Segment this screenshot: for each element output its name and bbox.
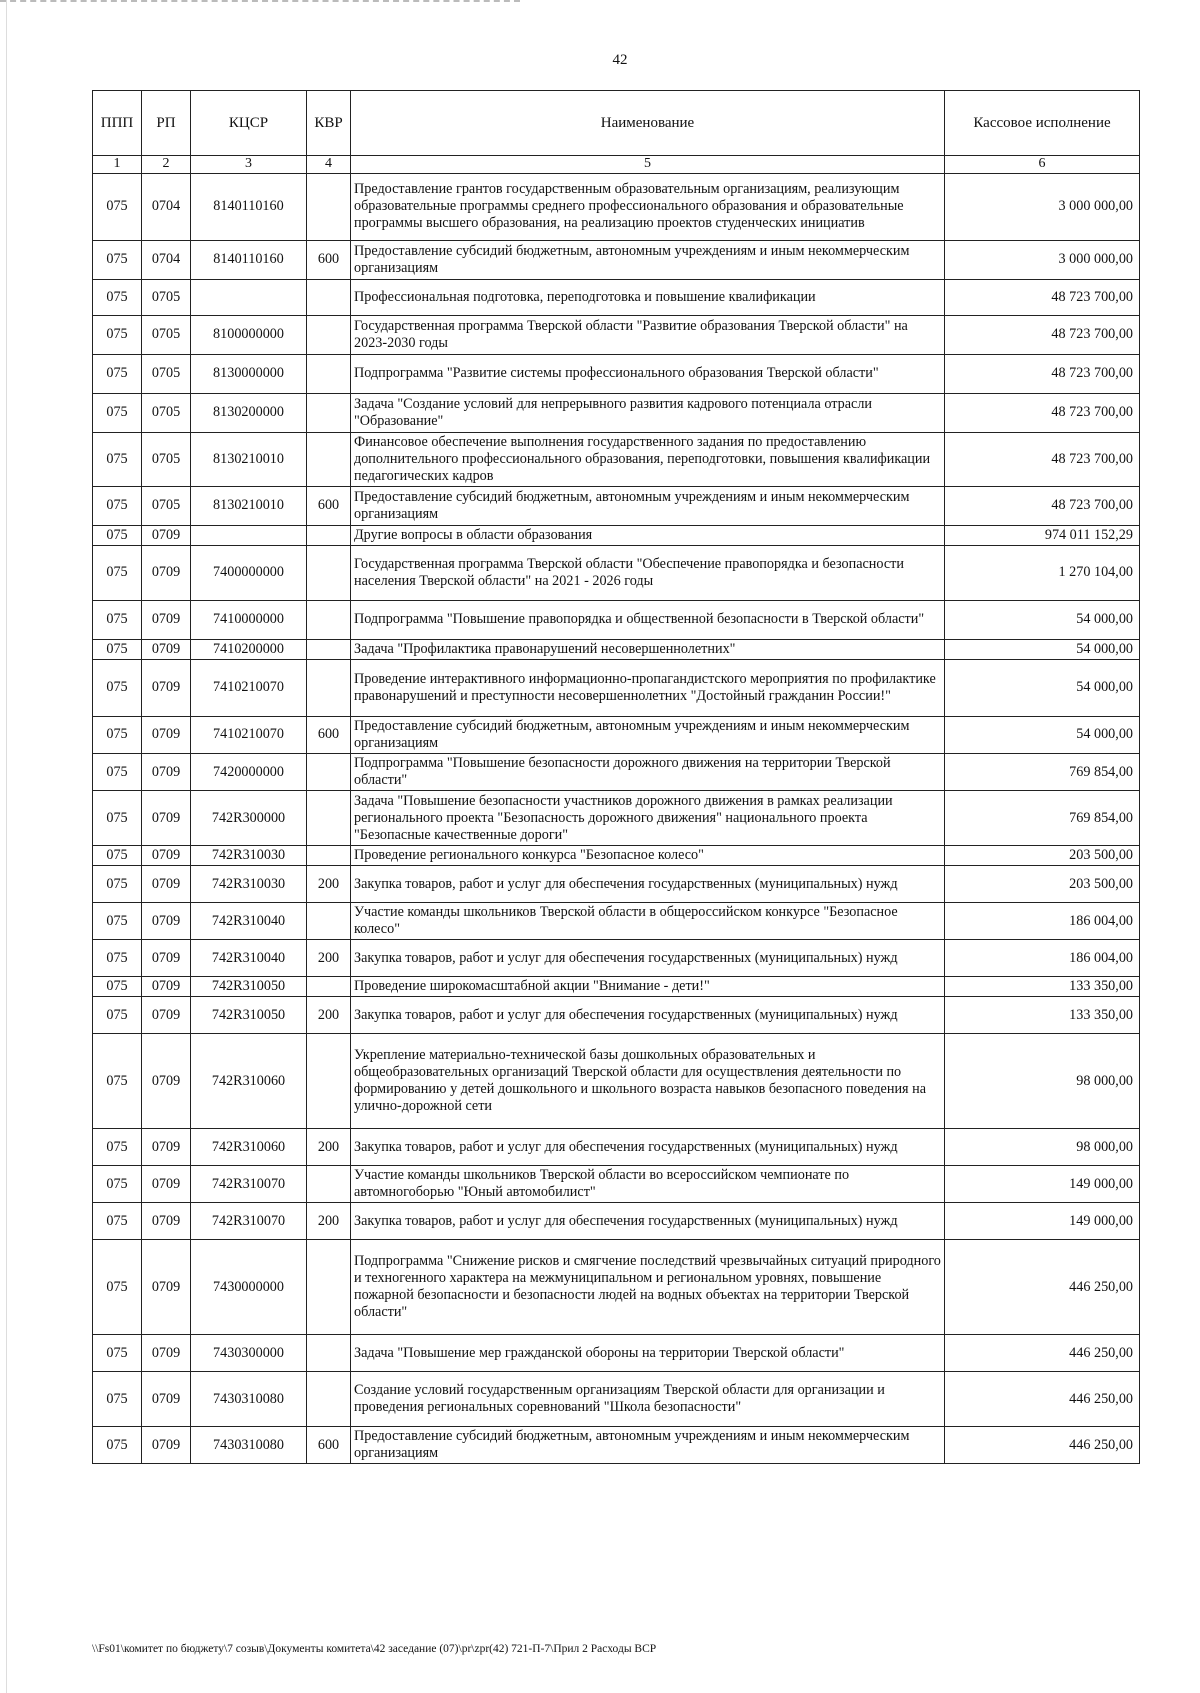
cell-amount: 133 350,00 — [945, 977, 1140, 997]
cell-kvr: 600 — [307, 1427, 351, 1464]
cell-kcsr: 7430000000 — [191, 1240, 307, 1335]
table-row — [93, 846, 1140, 866]
cell-name: Создание условий государственным организациям Тверской области для организации и проведения региональных соревнований "Школа безопасности" — [351, 1372, 945, 1427]
table-row — [93, 1372, 1140, 1427]
cell-amount: 48 723 700,00 — [945, 315, 1140, 354]
cell-ppp: 075 — [93, 997, 142, 1034]
cell-rp: 0709 — [142, 659, 191, 716]
cell-ppp: 075 — [93, 639, 142, 659]
cell-rp: 0705 — [142, 393, 191, 432]
table-row — [93, 315, 1140, 354]
cell-name: Задача "Профилактика правонарушений несовершеннолетних" — [351, 639, 945, 659]
cell-rp: 0709 — [142, 1203, 191, 1240]
cell-ppp: 075 — [93, 846, 142, 866]
cell-kcsr: 8130000000 — [191, 354, 307, 393]
cell-ppp: 075 — [93, 545, 142, 600]
cell-kvr — [307, 393, 351, 432]
expenditure-table — [92, 90, 1140, 1464]
cell-rp: 0709 — [142, 1427, 191, 1464]
cell-kvr — [307, 173, 351, 240]
cell-amount: 3 000 000,00 — [945, 240, 1140, 279]
cell-kcsr: 8100000000 — [191, 315, 307, 354]
cell-amount: 98 000,00 — [945, 1034, 1140, 1129]
cell-rp: 0709 — [142, 997, 191, 1034]
table-row — [93, 903, 1140, 940]
cell-ppp: 075 — [93, 600, 142, 639]
cell-rp: 0709 — [142, 1129, 191, 1166]
cell-kcsr: 742R310040 — [191, 903, 307, 940]
cell-amount: 446 250,00 — [945, 1335, 1140, 1372]
cell-kvr — [307, 1372, 351, 1427]
table-row — [93, 1034, 1140, 1129]
cell-ppp: 075 — [93, 1203, 142, 1240]
table-row — [93, 997, 1140, 1034]
cell-kvr — [307, 432, 351, 486]
cell-ppp: 075 — [93, 393, 142, 432]
cell-name: Подпрограмма "Повышение безопасности дорожного движения на территории Тверской области" — [351, 754, 945, 791]
cell-amount: 769 854,00 — [945, 791, 1140, 846]
cell-name: Закупка товаров, работ и услуг для обеспечения государственных (муниципальных) нужд — [351, 1129, 945, 1166]
cell-ppp: 075 — [93, 432, 142, 486]
cell-name: Государственная программа Тверской области "Развитие образования Тверской области" на 2023-2030 годы — [351, 315, 945, 354]
cell-kvr: 200 — [307, 940, 351, 977]
cell-kvr: 200 — [307, 1203, 351, 1240]
cell-kcsr: 7410210070 — [191, 716, 307, 753]
header-name: Наименование — [351, 91, 945, 156]
cell-ppp: 075 — [93, 1240, 142, 1335]
cell-kvr: 200 — [307, 1129, 351, 1166]
cell-ppp: 075 — [93, 525, 142, 545]
cell-name: Проведение регионального конкурса "Безопасное колесо" — [351, 846, 945, 866]
cell-rp: 0709 — [142, 1372, 191, 1427]
cell-kvr: 600 — [307, 716, 351, 753]
cell-amount: 149 000,00 — [945, 1166, 1140, 1203]
cell-kvr: 600 — [307, 240, 351, 279]
table-row — [93, 1166, 1140, 1203]
cell-kvr — [307, 791, 351, 846]
cell-kcsr: 742R310030 — [191, 866, 307, 903]
column-number-row — [93, 156, 1140, 174]
column-number: 5 — [351, 156, 945, 174]
cell-amount: 446 250,00 — [945, 1427, 1140, 1464]
cell-amount: 446 250,00 — [945, 1240, 1140, 1335]
cell-kcsr: 742R310030 — [191, 846, 307, 866]
cell-kvr — [307, 315, 351, 354]
table-row — [93, 639, 1140, 659]
header-rp: РП — [142, 91, 191, 156]
cell-name: Проведение широкомасштабной акции "Внимание - дети!" — [351, 977, 945, 997]
cell-amount: 186 004,00 — [945, 940, 1140, 977]
cell-amount: 186 004,00 — [945, 903, 1140, 940]
cell-kvr — [307, 1166, 351, 1203]
cell-kcsr: 7410200000 — [191, 639, 307, 659]
cell-rp: 0709 — [142, 977, 191, 997]
table-body — [93, 173, 1140, 1464]
cell-kvr — [307, 600, 351, 639]
table-row — [93, 173, 1140, 240]
cell-ppp: 075 — [93, 486, 142, 525]
table-row — [93, 977, 1140, 997]
table-row — [93, 240, 1140, 279]
cell-name: Задача "Создание условий для непрерывного развития кадрового потенциала отрасли "Образование" — [351, 393, 945, 432]
cell-ppp: 075 — [93, 1335, 142, 1372]
cell-rp: 0709 — [142, 716, 191, 753]
cell-rp: 0704 — [142, 173, 191, 240]
cell-rp: 0709 — [142, 846, 191, 866]
table-row — [93, 525, 1140, 545]
cell-amount: 3 000 000,00 — [945, 173, 1140, 240]
cell-rp: 0709 — [142, 791, 191, 846]
cell-rp: 0709 — [142, 866, 191, 903]
header-row — [93, 91, 1140, 156]
cell-kcsr: 8130210010 — [191, 432, 307, 486]
cell-rp: 0709 — [142, 903, 191, 940]
table-row — [93, 279, 1140, 315]
cell-name: Другие вопросы в области образования — [351, 525, 945, 545]
cell-rp: 0704 — [142, 240, 191, 279]
cell-name: Укрепление материально-технической базы дошкольных образовательных и общеобразовательных организаций Тверской области для осуществления деятельности по формированию у детей дошкольного и школьного возраста навыков безопасного поведения на улично-дорожной сети — [351, 1034, 945, 1129]
page-number: 42 — [612, 52, 628, 68]
cell-amount: 149 000,00 — [945, 1203, 1140, 1240]
table-row — [93, 486, 1140, 525]
cell-amount: 54 000,00 — [945, 639, 1140, 659]
cell-kcsr: 742R310050 — [191, 977, 307, 997]
cell-rp: 0709 — [142, 525, 191, 545]
cell-ppp: 075 — [93, 754, 142, 791]
cell-ppp: 075 — [93, 354, 142, 393]
cell-ppp: 075 — [93, 1166, 142, 1203]
cell-kvr — [307, 754, 351, 791]
cell-kvr — [307, 545, 351, 600]
cell-rp: 0705 — [142, 354, 191, 393]
cell-rp: 0709 — [142, 1335, 191, 1372]
cell-name: Государственная программа Тверской области "Обеспечение правопорядка и безопасности населения Тверской области" на 2021 - 2026 годы — [351, 545, 945, 600]
cell-rp: 0709 — [142, 1034, 191, 1129]
cell-amount: 48 723 700,00 — [945, 432, 1140, 486]
cell-ppp: 075 — [93, 240, 142, 279]
table-row — [93, 354, 1140, 393]
cell-ppp: 075 — [93, 1129, 142, 1166]
cell-ppp: 075 — [93, 1372, 142, 1427]
scan-artifact-left-edge — [6, 0, 7, 1693]
cell-ppp: 075 — [93, 1427, 142, 1464]
cell-kcsr: 742R310040 — [191, 940, 307, 977]
cell-name: Участие команды школьников Тверской области во всероссийском чемпионате по автомногоборью "Юный автомобилист" — [351, 1166, 945, 1203]
cell-rp: 0705 — [142, 279, 191, 315]
cell-rp: 0709 — [142, 1166, 191, 1203]
cell-kcsr: 7410000000 — [191, 600, 307, 639]
cell-amount: 203 500,00 — [945, 866, 1140, 903]
table-row — [93, 659, 1140, 716]
cell-kcsr — [191, 525, 307, 545]
cell-ppp: 075 — [93, 659, 142, 716]
cell-amount: 133 350,00 — [945, 997, 1140, 1034]
cell-rp: 0709 — [142, 754, 191, 791]
cell-amount: 54 000,00 — [945, 716, 1140, 753]
footer-file-path: \\Fs01\комитет по бюджету\7 созыв\Документы комитета\42 заседание (07)\pr\zpr(42) 721-П-7\Прил 2 Расходы ВСР — [92, 1643, 657, 1655]
cell-name: Предоставление субсидий бюджетным, автономным учреждениям и иным некоммерческим организациям — [351, 486, 945, 525]
cell-name: Закупка товаров, работ и услуг для обеспечения государственных (муниципальных) нужд — [351, 1203, 945, 1240]
cell-name: Закупка товаров, работ и услуг для обеспечения государственных (муниципальных) нужд — [351, 997, 945, 1034]
table-row — [93, 940, 1140, 977]
column-number: 3 — [191, 156, 307, 174]
cell-amount: 769 854,00 — [945, 754, 1140, 791]
cell-kvr: 600 — [307, 486, 351, 525]
cell-kcsr: 7400000000 — [191, 545, 307, 600]
table-row — [93, 1129, 1140, 1166]
table-row — [93, 393, 1140, 432]
cell-kvr — [307, 354, 351, 393]
cell-kcsr: 7420000000 — [191, 754, 307, 791]
cell-kvr — [307, 1240, 351, 1335]
cell-rp: 0709 — [142, 639, 191, 659]
table-row — [93, 1240, 1140, 1335]
cell-name: Предоставление субсидий бюджетным, автономным учреждениям и иным некоммерческим организациям — [351, 240, 945, 279]
cell-rp: 0709 — [142, 545, 191, 600]
table-row — [93, 716, 1140, 753]
cell-ppp: 075 — [93, 940, 142, 977]
cell-amount: 974 011 152,29 — [945, 525, 1140, 545]
cell-kcsr: 7430310080 — [191, 1372, 307, 1427]
cell-amount: 1 270 104,00 — [945, 545, 1140, 600]
cell-name: Закупка товаров, работ и услуг для обеспечения государственных (муниципальных) нужд — [351, 940, 945, 977]
cell-rp: 0709 — [142, 1240, 191, 1335]
table-header — [93, 91, 1140, 174]
cell-kvr — [307, 846, 351, 866]
cell-name: Финансовое обеспечение выполнения государственного задания по предоставлению дополнительного профессионального образования, переподготовки, повышения квалификации педагогических кадров — [351, 432, 945, 486]
table-row — [93, 545, 1140, 600]
cell-kcsr: 7430310080 — [191, 1427, 307, 1464]
cell-kvr — [307, 659, 351, 716]
cell-kvr: 200 — [307, 866, 351, 903]
cell-name: Проведение интерактивного информационно-пропагандистского мероприятия по профилактике правонарушений и преступности несовершеннолетних "Достойный гражданин России!" — [351, 659, 945, 716]
cell-amount: 48 723 700,00 — [945, 279, 1140, 315]
column-number: 2 — [142, 156, 191, 174]
cell-name: Задача "Повышение мер гражданской обороны на территории Тверской области" — [351, 1335, 945, 1372]
cell-amount: 48 723 700,00 — [945, 354, 1140, 393]
header-kvr: КВР — [307, 91, 351, 156]
cell-kcsr: 742R310070 — [191, 1203, 307, 1240]
cell-name: Профессиональная подготовка, переподготовка и повышение квалификации — [351, 279, 945, 315]
cell-kvr — [307, 639, 351, 659]
header-ppp: ППП — [93, 91, 142, 156]
cell-rp: 0705 — [142, 432, 191, 486]
cell-kcsr: 8130210010 — [191, 486, 307, 525]
table-row — [93, 791, 1140, 846]
cell-amount: 98 000,00 — [945, 1129, 1140, 1166]
cell-kcsr: 8130200000 — [191, 393, 307, 432]
cell-rp: 0709 — [142, 940, 191, 977]
cell-kcsr: 8140110160 — [191, 173, 307, 240]
cell-rp: 0705 — [142, 486, 191, 525]
cell-ppp: 075 — [93, 903, 142, 940]
cell-name: Предоставление субсидий бюджетным, автономным учреждениям и иным некоммерческим организациям — [351, 716, 945, 753]
cell-kcsr: 7430300000 — [191, 1335, 307, 1372]
cell-kcsr: 742R310060 — [191, 1034, 307, 1129]
cell-amount: 203 500,00 — [945, 846, 1140, 866]
cell-amount: 54 000,00 — [945, 659, 1140, 716]
cell-kvr — [307, 1034, 351, 1129]
cell-name: Закупка товаров, работ и услуг для обеспечения государственных (муниципальных) нужд — [351, 866, 945, 903]
table-row — [93, 600, 1140, 639]
cell-name: Предоставление грантов государственным образовательным организациям, реализующим образовательные программы среднего профессионального образования и образовательные программы высшего образования, на реализацию проектов студенческих инициатив — [351, 173, 945, 240]
cell-kcsr: 742R300000 — [191, 791, 307, 846]
header-kcsr: КЦСР — [191, 91, 307, 156]
cell-ppp: 075 — [93, 791, 142, 846]
cell-kvr — [307, 977, 351, 997]
column-number: 4 — [307, 156, 351, 174]
cell-kvr — [307, 525, 351, 545]
cell-name: Задача "Повышение безопасности участников дорожного движения в рамках реализации регионального проекта "Безопасность дорожного движения" национального проекта "Безопасные качественные дороги" — [351, 791, 945, 846]
cell-name: Подпрограмма "Снижение рисков и смягчение последствий чрезвычайных ситуаций природного и техногенного характера на межмуниципальном и региональном уровнях, повышение пожарной безопасности и безопасности людей на водных объектах на территории Тверской области" — [351, 1240, 945, 1335]
cell-kvr — [307, 1335, 351, 1372]
cell-ppp: 075 — [93, 1034, 142, 1129]
column-number: 1 — [93, 156, 142, 174]
table-row — [93, 432, 1140, 486]
table-row — [93, 1427, 1140, 1464]
cell-name: Подпрограмма "Развитие системы профессионального образования Тверской области" — [351, 354, 945, 393]
cell-ppp: 075 — [93, 866, 142, 903]
cell-kcsr: 742R310070 — [191, 1166, 307, 1203]
table-row — [93, 1203, 1140, 1240]
cell-kcsr: 742R310050 — [191, 997, 307, 1034]
cell-ppp: 075 — [93, 977, 142, 997]
cell-kvr — [307, 279, 351, 315]
cell-kcsr: 8140110160 — [191, 240, 307, 279]
table-row — [93, 754, 1140, 791]
column-number: 6 — [945, 156, 1140, 174]
scan-artifact-top — [0, 0, 520, 5]
cell-kcsr — [191, 279, 307, 315]
cell-amount: 48 723 700,00 — [945, 393, 1140, 432]
cell-ppp: 075 — [93, 716, 142, 753]
cell-name: Участие команды школьников Тверской области в общероссийском конкурсе "Безопасное колесо" — [351, 903, 945, 940]
cell-name: Подпрограмма "Повышение правопорядка и общественной безопасности в Тверской области" — [351, 600, 945, 639]
cell-kvr — [307, 903, 351, 940]
header-amount: Кассовое исполнение — [945, 91, 1140, 156]
cell-name: Предоставление субсидий бюджетным, автономным учреждениям и иным некоммерческим организациям — [351, 1427, 945, 1464]
table-row — [93, 1335, 1140, 1372]
cell-kcsr: 742R310060 — [191, 1129, 307, 1166]
table-row — [93, 866, 1140, 903]
cell-ppp: 075 — [93, 315, 142, 354]
cell-ppp: 075 — [93, 279, 142, 315]
cell-amount: 54 000,00 — [945, 600, 1140, 639]
cell-rp: 0709 — [142, 600, 191, 639]
cell-amount: 446 250,00 — [945, 1372, 1140, 1427]
cell-amount: 48 723 700,00 — [945, 486, 1140, 525]
cell-kvr: 200 — [307, 997, 351, 1034]
cell-ppp: 075 — [93, 173, 142, 240]
cell-rp: 0705 — [142, 315, 191, 354]
cell-kcsr: 7410210070 — [191, 659, 307, 716]
